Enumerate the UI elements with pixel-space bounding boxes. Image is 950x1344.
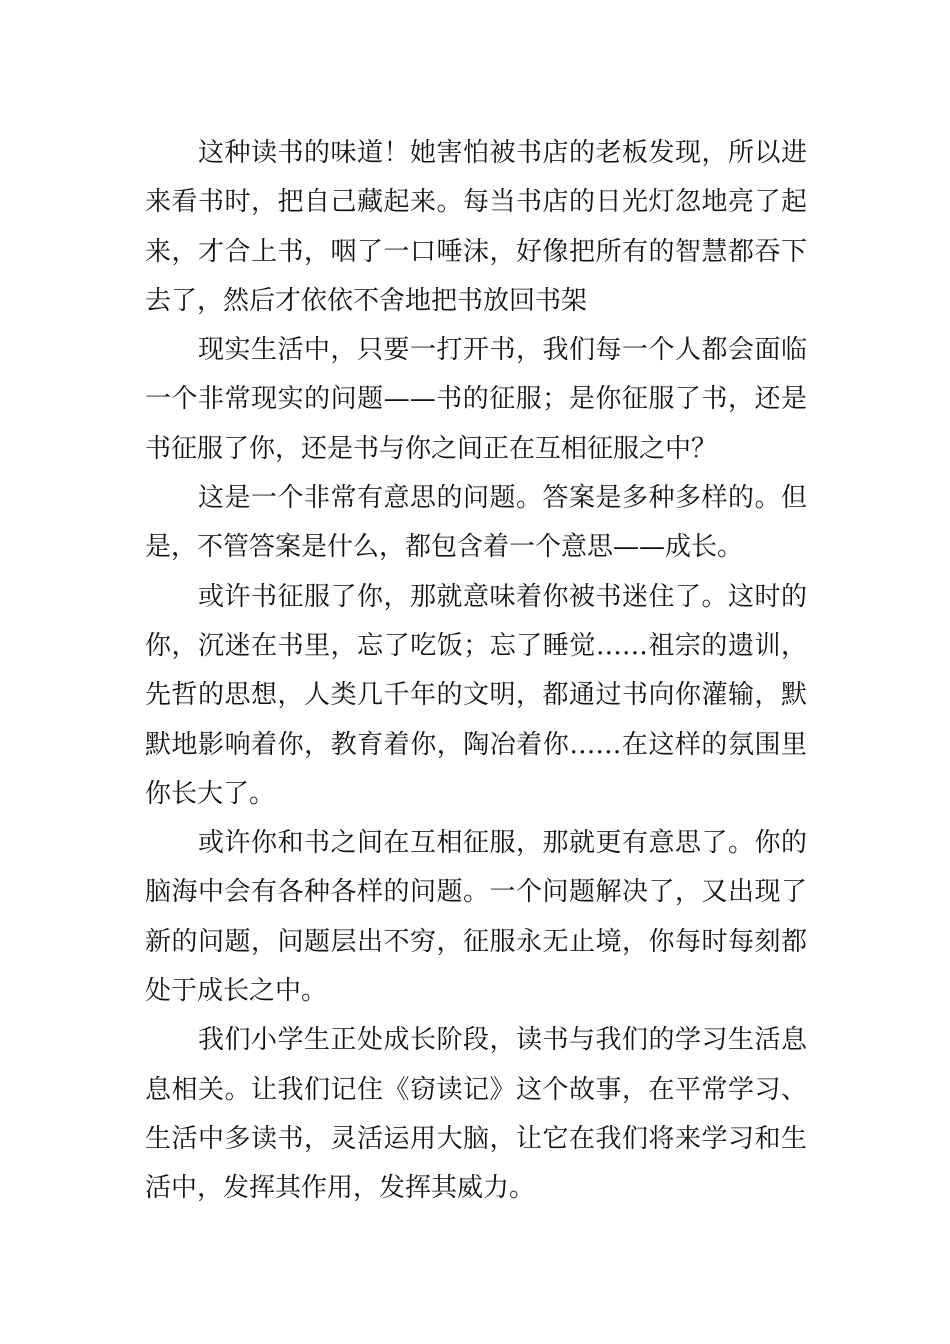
paragraph-3: 这是一个非常有意思的问题。答案是多种多样的。但是，不管答案是什么，都包含着一个意思——成长。 <box>145 483 807 563</box>
paragraph-4: 或许书征服了你，那就意味着你被书迷住了。这时的你，沉迷在书里，忘了吃饭；忘了睡觉……祖宗的遗训，先哲的思想，人类几千年的文明，都通过书向你灌输，默默地影响着你，教育着你，陶冶着你……在这样的氛围里你长大了。 <box>145 581 807 809</box>
document-body <box>145 129 807 1214</box>
paragraph-5: 或许你和书之间在互相征服，那就更有意思了。你的脑海中会有各种各样的问题。一个问题解决了，又出现了新的问题，问题层出不穷，征服永无止境，你每时每刻都处于成长之中。 <box>145 828 807 1007</box>
paragraph-2: 现实生活中，只要一打开书，我们每一个人都会面临一个非常现实的问题——书的征服；是你征服了书，还是书征服了你，还是书与你之间正在互相征服之中？ <box>145 335 807 464</box>
paragraph-6: 我们小学生正处成长阶段，读书与我们的学习生活息息相关。让我们记住《窃读记》这个故事，在平常学习、生活中多读书，灵活运用大脑，让它在我们将来学习和生活中，发挥其作用，发挥其威力。 <box>145 1025 807 1204</box>
paragraph-1: 这种读书的味道！她害怕被书店的老板发现，所以进来看书时，把自己藏起来。每当书店的日光灯忽地亮了起来，才合上书，咽了一口唾沫，好像把所有的智慧都吞下去了，然后才依依不舍地把书放回书架 <box>145 138 807 316</box>
